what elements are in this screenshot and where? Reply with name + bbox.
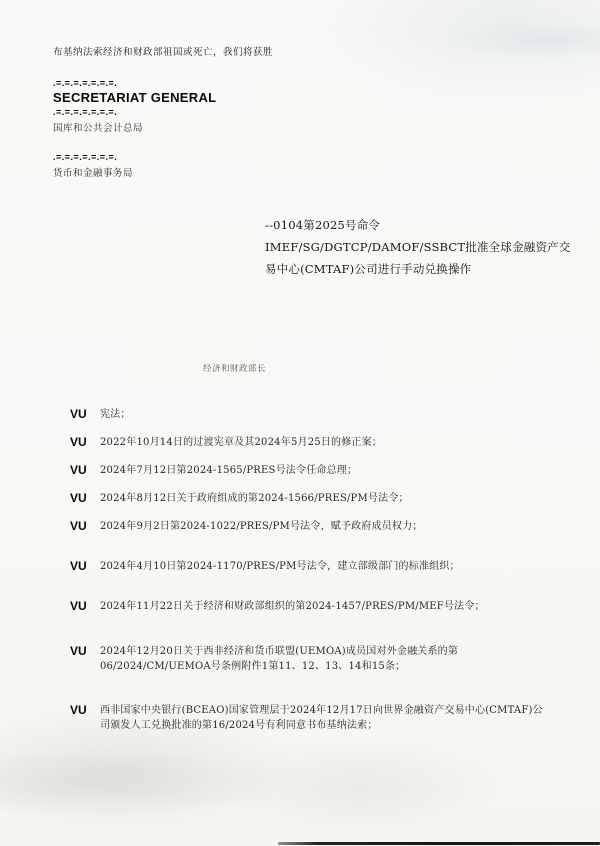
vu-row [70, 519, 548, 534]
dept-treasury-label: 国库和公共会计总局 [53, 123, 144, 134]
dept-monetary-label: 货币和金融事务局 [53, 168, 134, 179]
vu-list [70, 407, 548, 733]
dash-separator: .=.=.=.=.=.=.=. [53, 107, 118, 117]
vu-row [70, 407, 548, 422]
vu-row [70, 491, 548, 506]
scan-smudge [0, 748, 290, 818]
vu-text: 2024年7月12日第2024-1565/PRES号法令任命总理； [100, 465, 358, 476]
vu-text: 2024年12月20日关于西非经济和货币联盟(UEMOA)成员国对外金融关系的第06/2024/CM/UEMOA号条例附件1第11、12、13、14和15条； [100, 646, 459, 672]
dash-separator: .=.=.=.=.=.=.=. [53, 78, 118, 88]
vu-label: VU [70, 644, 87, 658]
vu-label: VU [70, 599, 87, 613]
vu-label: VU [70, 703, 87, 717]
vu-text: 宪法； [100, 409, 131, 420]
vu-text: 西非国家中央银行(BCEAO)国家管理层于2024年12月17日向世界金融资产交易中心(CMTAF)公司颁发人工兑换批准的第16/2024号有利同意书布基纳法索； [100, 705, 543, 731]
dash-separator: .=.=.=.=.=.=.=. [53, 152, 118, 162]
vu-row [70, 703, 548, 733]
scan-smudge [440, 20, 600, 60]
minister-line: 经济和财政部长 [203, 364, 267, 374]
secretariat-general-heading: SECRETARIAT GENERAL [53, 90, 217, 105]
vu-row [70, 599, 548, 614]
vu-label: VU [70, 463, 87, 477]
vu-text: 2024年4月10日第2024-1170/PRES/PM号法令，建立部级部门的标准组织； [100, 561, 460, 572]
vu-row [70, 463, 548, 478]
order-title: --0104第2025号命令IMEF/SG/DGTCP/DAMOF/SSBCT批准全球金融资产交易中心(CMTAF)公司进行手动兑换操作 [265, 218, 571, 276]
ministry-motto: 布基纳法索经济和财政部祖国或死亡，我们将获胜 [53, 47, 274, 58]
vu-row [70, 644, 548, 674]
scan-artifact-bottom-line [278, 842, 600, 845]
vu-text: 2022年10月14日的过渡宪章及其2024年5月25日的修正案； [100, 437, 383, 448]
vu-row [70, 559, 548, 574]
vu-label: VU [70, 491, 87, 505]
vu-text: 2024年11月22日关于经济和财政部组织的第2024-1457/PRES/PM/MEF号法令； [100, 601, 485, 612]
vu-text: 2024年8月12日关于政府组成的第2024-1566/PRES/PM号法令； [100, 493, 409, 504]
letterhead [53, 44, 313, 179]
vu-label: VU [70, 435, 87, 449]
vu-label: VU [70, 519, 87, 533]
vu-label: VU [70, 559, 87, 573]
vu-text: 2024年9月2日第2024-1022/PRES/PM号法令，赋予政府成员权力； [100, 521, 423, 532]
vu-row [70, 435, 548, 450]
vu-label: VU [70, 407, 87, 421]
